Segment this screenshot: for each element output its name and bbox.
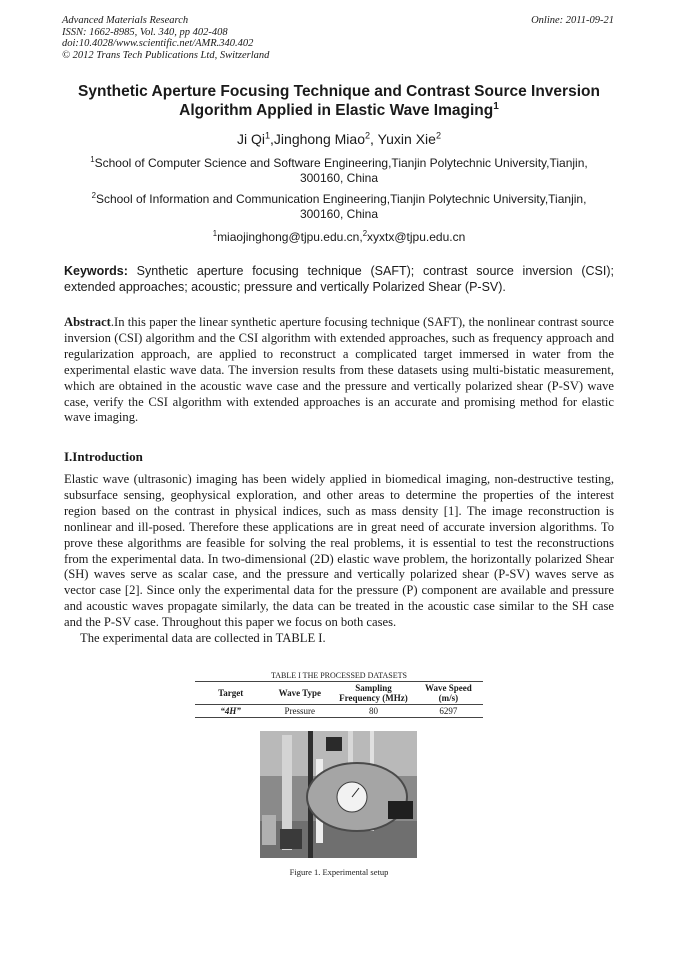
doi: doi:10.4028/www.scientific.net/AMR.340.402 — [62, 38, 254, 49]
keywords-text: Synthetic aperture focusing technique (SAFT); contrast source inversion (CSI); extended approaches; acoustic; pressure and vertically Polarized Shear (P-SV). — [64, 264, 614, 294]
abstract-text: .In this paper the linear synthetic aperture focusing technique (SAFT), the nonlinear contrast source inversion (CSI) algorithm and the CSI algorithm with extended approaches, such as frequency approach and regularization approach, are applied to reconstruct a complicated target immersed in water from the experimental elastic wave data. The inversion results from these datasets using multi-bistatic measurement, which are obtained in the acoustic wave case and the pressure and vertically polarized shear (P-SV) wave case, verify the CSI algorithm with extended approaches is an accurate and promising method for elastic wave imaging. — [64, 315, 614, 425]
author-name: Yuxin Xie — [377, 131, 436, 147]
email-2: xyxtx@tjpu.edu.cn — [367, 230, 466, 244]
affiliation-2 — [40, 192, 638, 222]
abstract-label: Abstract — [64, 315, 111, 329]
journal-header — [62, 15, 402, 61]
table-cell: 6297 — [414, 705, 483, 718]
experimental-setup-photo — [260, 731, 417, 858]
intro-paragraph-1: Elastic wave (ultrasonic) imaging has been widely applied in biomedical imaging, non-destructive testing, subsurface sensing, geophysical exploration, and other areas to determine the properties of the interest region based on the contrast in physical indices, such as mass density [1]. The image reconstruction is nonlinear and ill-posed. Therefore these applications are in great need of accurate inversion algorithms. To prove these algorithms are feasible for solving the real problems, it is essential to test the reconstructions from the experimental data. In two-dimensional (2D) elastic wave problem, the horizontally polarized Shear (SH) waves serve as scalar case, and the pressure and vertically polarized shear (P-SV) waves serve as vector case [2]. Since only the experimental data for the pressure (P) component are available and pressure and acoustic waves propagate similarly, the data can be treated in the acoustic case similar to the SH case and the P-SV case. Throughout this paper we focus on both cases. — [64, 472, 614, 630]
affil-mark: 2 — [91, 191, 96, 200]
email-mark: 2 — [362, 229, 368, 238]
table-cell: 80 — [333, 705, 413, 718]
section-heading-introduction: I.Introduction — [64, 449, 143, 464]
author-emails — [40, 230, 638, 245]
affil-text: 300160, China — [299, 171, 379, 185]
experimental-setup-figure — [260, 731, 417, 858]
table-header-cell: Wave Type — [266, 682, 333, 705]
affil-mark: 1 — [90, 155, 95, 164]
figure-caption: Figure 1. Experimental setup — [289, 867, 389, 877]
table-caption: TABLE I THE PROCESSED DATASETS — [271, 671, 407, 680]
table-cell: “4H” — [195, 705, 266, 718]
affil-text: 300160, China — [299, 207, 379, 221]
table-header-cell: Sampling Frequency (MHz) — [333, 682, 413, 705]
author-name: Ji Qi — [236, 131, 265, 147]
keywords-label: Keywords: — [64, 264, 128, 278]
paper-title — [40, 82, 638, 120]
affil-text: School of Computer Science and Software Engineering,Tianjin Polytechnic University,Tianjin, — [94, 156, 588, 170]
email-1: miaojinghong@tjpu.edu.cn, — [217, 230, 363, 244]
author-affil-mark: 1 — [264, 130, 271, 141]
title-footnote-mark: 1 — [493, 100, 499, 112]
issn: ISSN: 1662-8985, Vol. 340, pp 402-408 — [62, 26, 228, 38]
table-header-cell: Target — [195, 682, 266, 705]
online-date: Online: 2011-09-21 — [531, 15, 614, 26]
table-cell: Pressure — [266, 705, 333, 718]
introduction-body — [64, 472, 614, 647]
author-affil-mark: 2 — [435, 130, 442, 141]
affil-text: School of Information and Communication Engineering,Tianjin Polytechnic University,Tianjin, — [95, 192, 587, 206]
table-block — [195, 671, 483, 718]
title-line-1: Synthetic Aperture Focusing Technique and Contrast Source Inversion — [78, 83, 600, 100]
author-affil-mark: 2 — [364, 130, 371, 141]
author-list: Ji Qi$^1$,Jinghong Miao$^2$, Yuxin Xie$^2$ — [236, 130, 442, 147]
table-header-cell: Wave Speed (m/s) — [414, 682, 483, 705]
copyright: © 2012 Trans Tech Publications Ltd, Switzerland — [62, 49, 270, 61]
affiliation-1 — [40, 156, 638, 186]
email-mark: 1 — [212, 229, 218, 238]
journal-name: Advanced Materials Research — [62, 15, 189, 26]
table-row — [195, 705, 483, 718]
datasets-table — [195, 681, 483, 718]
author-name: Jinghong Miao — [273, 131, 365, 147]
intro-paragraph-2: The experimental data are collected in TABLE I. — [80, 631, 326, 646]
abstract — [64, 315, 614, 426]
keywords — [64, 263, 614, 295]
title-line-2: Algorithm Applied in Elastic Wave Imaging — [179, 102, 494, 119]
